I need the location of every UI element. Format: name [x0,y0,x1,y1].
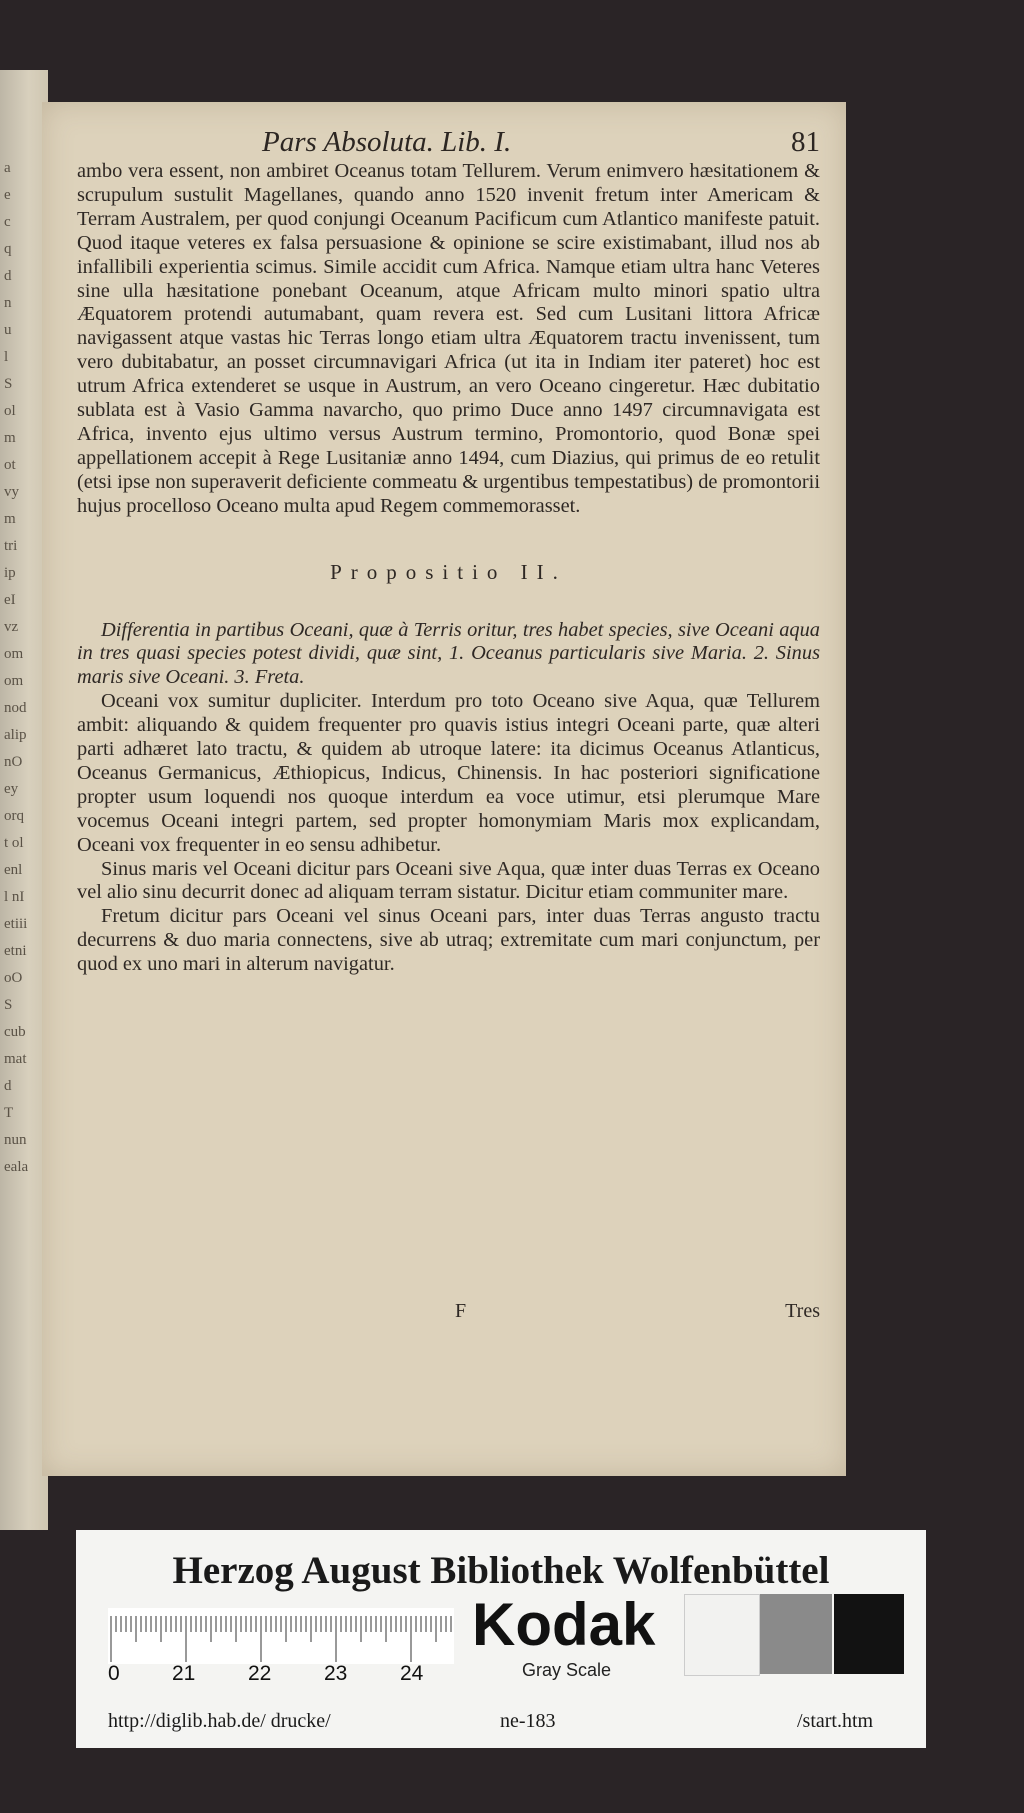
margin-fragment: e [4,187,11,203]
margin-fragment: orq [4,808,24,824]
measurement-ruler [108,1608,454,1664]
margin-fragment: om [4,646,24,662]
kodak-logo: Kodak [472,1591,656,1658]
margin-fragment: m [4,511,16,527]
margin-fragment: S [4,376,13,392]
margin-fragment: S [4,997,13,1013]
margin-fragment: om [4,673,24,689]
margin-fragment: nod [4,700,27,716]
margin-fragment: eI [4,592,16,608]
proposition-heading: Propositio II. [330,559,567,584]
institution-name: Herzog August Bibliothek Wolfenbüttel [172,1549,830,1592]
catchword: Tres [785,1300,820,1322]
margin-fragment: a [4,160,11,176]
margin-fragment: ol [4,403,16,419]
ruler-labels [108,1662,454,1692]
page-number: 81 [791,126,820,158]
gray-patch-white [684,1594,760,1676]
signature-mark: F [455,1300,467,1322]
gray-patches [684,1594,902,1680]
margin-fragment: m [4,430,16,446]
margin-fragment: q [4,241,12,257]
margin-fragment: n [4,295,12,311]
url-right: /start.htm [797,1710,874,1732]
explanation-paragraph: Fretum dicitur pars Oceani vel sinus Oceani pars, inter duas Terras angusto tractu decurrens & duo maria connectens, sive ab utraq; extremitate cum mari conjunctum, per quod ex uno mari in alterum navigatur. [77,905,820,976]
margin-fragment: c [4,214,11,230]
margin-fragment: l [4,349,9,365]
ruler-label: 23 [324,1662,348,1685]
margin-fragment: d [4,1078,12,1094]
margin-fragment: alip [4,727,27,743]
margin-fragment: eala [4,1159,29,1175]
page-footer [77,1300,820,1326]
explanation-paragraph: Oceani vox sumitur dupliciter. Interdum pro toto Oceano sive Aqua, quæ Tellurem ambit: aliquando & quidem frequenter pro quavis istius integri Oceani parte, quæ alteri parti adhæret lato tractu, & quidem ab utroque latere: ita dicimus Oceanus Atlanticus, Oceanus Germanicus, Æthiopicus, Indicus, Chinensis. In hac posteriori significatione propter usum loquendi nos quoque interdum ea voce utimur, etsi plerumque Mare vocemus Oceani integri partem, sed propter homonymiam Maris mox explicandam, Oceani vox frequenter in eo sensu adhibetur. [77,690,820,856]
margin-fragment: cub [4,1024,26,1040]
ruler-label: 0 [108,1662,120,1685]
margin-fragment: mat [4,1051,27,1067]
margin-fragment: T [4,1105,14,1121]
book-page [42,102,846,1476]
margin-fragment: t ol [4,835,24,851]
body-text [77,160,820,977]
margin-fragment: vz [4,619,19,635]
paragraph: ambo vera essent, non ambiret Oceanus totam Tellurem. Verum enimvero hæsitationem & scrupulum sustulit Magellanes, quando anno 1520 invenit fretum inter Americam & Terram Australem, per quod conjungi Oceanum Pacificum cum Atlantico manifeste patuit. Quod itaque veteres ex falsa persuasione & opinione se scire existimabant, illud nos ab infallibili experientia scimus. Simile accidit cum Africa. Namque etiam ultra hanc Veteres sine ulla hæsitatione ponebant Oceanum, atque Africam multo minori spatio ultra Æquatorem protendi autumabant, quam revera est. Sed cum Lusitani littora Africæ navigassent atque vastas hic Terras longo etiam ultra Æquatorem tractu invenissent, tum vero dubitabatur, an posset circumnavigari Africa (ut ita in Indiam iter pateret) hoc est utrum Africa extenderet se usque in Austrum, an vero Oceano cingeretur. Hæc dubitatio sublata est à Vasio Gamma navarcho, quo primo Duce anno 1497 circumnavigata est Africa, invento ejus ultimo versus Austrum termino, Promontorio, quod Bonæ spei appellationem accepit à Rege Lusitaniæ anno 1494, cum Diazius, qui primus de eo retulit (etsi ipse non superaverit deficiente commeatu & urgentibus tempestatibus) de promontorii hujus procelloso Oceano multa apud Regem commemorasset. [77,160,820,517]
page-header [42,124,846,164]
explanation-paragraph: Sinus maris vel Oceani dicitur pars Oceani sive Aqua, quæ inter duas Terras ex Oceano vel alio sinu decurrit donec ad aliquam terram sistatur. Dicitur etiam communiter mare. [77,857,820,904]
margin-fragment: nun [4,1132,27,1148]
left-page-edge [0,70,48,1530]
margin-fragment: d [4,268,12,284]
running-title: Pars Absoluta. Lib. I. [262,126,512,158]
margin-fragment: etiii [4,916,28,932]
ruler-label: 22 [248,1662,272,1685]
margin-fragment: ey [4,781,19,797]
proposition-statement: Differentia in partibus Oceani, quæ à Terris oritur, tres habet species, sive Oceani aqua in tres quasi species potest dividi, quæ sint, 1. Oceanus particularis sive Maria. 2. Sinus maris sive Oceani. 3. Freta. [77,618,820,689]
margin-fragment: l nI [4,889,25,905]
margin-fragment: oO [4,970,23,986]
margin-fragment: tri [4,538,18,554]
margin-fragment: ip [4,565,16,581]
ruler-label: 24 [400,1662,424,1685]
margin-fragment: enl [4,862,23,878]
url-left: http://diglib.hab.de/ drucke/ [108,1710,331,1732]
url-row [76,1704,926,1740]
gray-scale-label: Gray Scale [522,1660,612,1680]
margin-fragment: etni [4,943,27,959]
color-calibration-target [76,1530,926,1748]
gray-patch-black [834,1594,904,1674]
ruler-label: 21 [172,1662,196,1685]
gray-patch-mid [760,1594,832,1674]
margin-fragment: vy [4,484,19,500]
margin-fragment: ot [4,457,16,473]
margin-fragment: u [4,322,12,338]
url-middle: ne-183 [500,1710,556,1732]
margin-fragment: nO [4,754,23,770]
